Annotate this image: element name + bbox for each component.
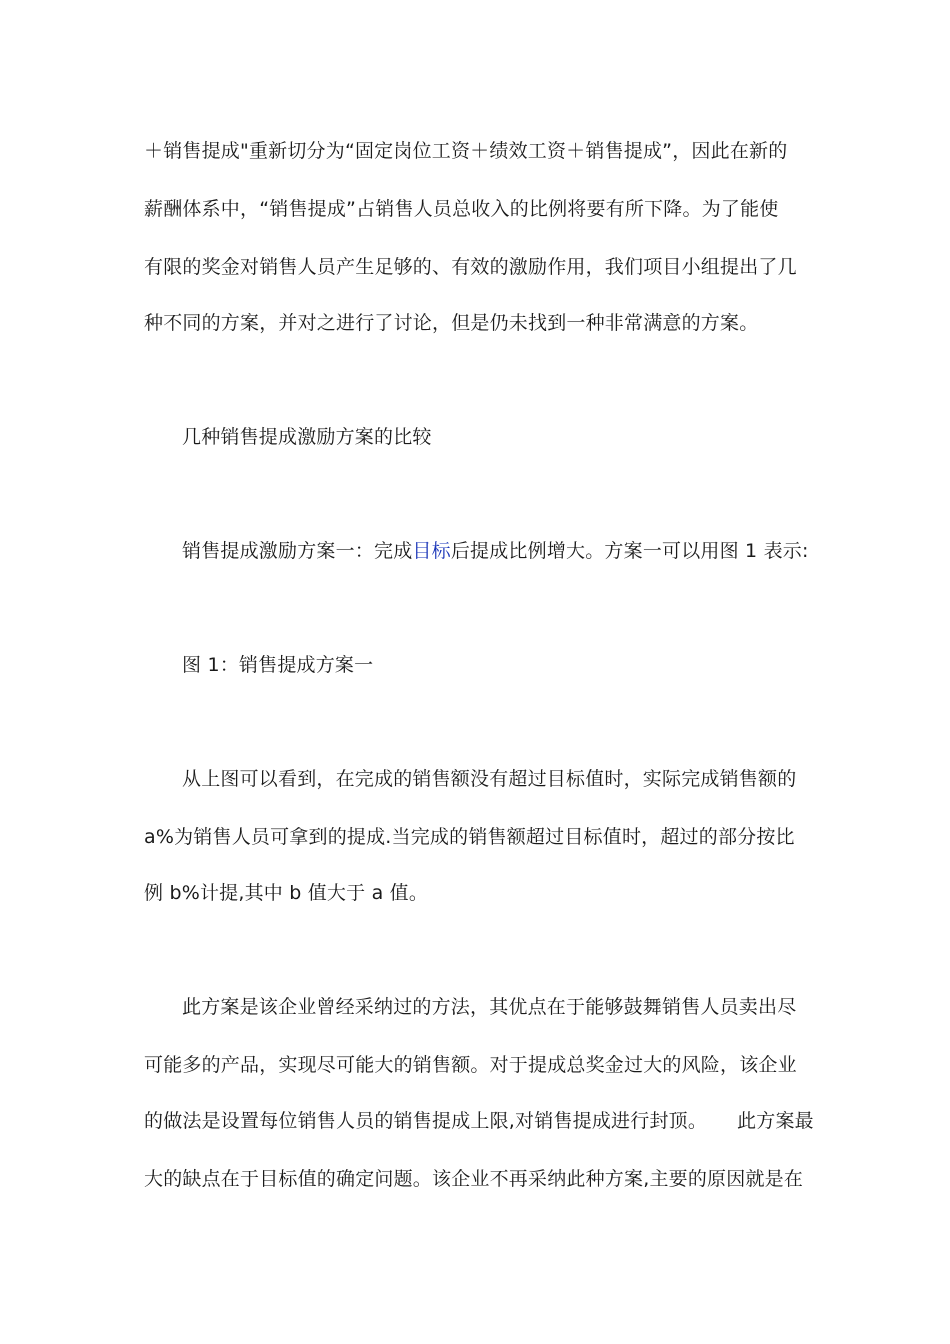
paragraph-3-line-3-text: 的做法是设置每位销售人员的销售提成上限,对销售提成进行封顶。 bbox=[144, 1110, 708, 1132]
section-heading: 几种销售提成激励方案的比较 bbox=[182, 426, 432, 448]
paragraph-2-line-1: 从上图可以看到，在完成的销售额没有超过目标值时，实际完成销售额的 bbox=[182, 768, 797, 790]
paragraph-2-line-3: 例 b%计提,其中 b 值大于 a 值。 bbox=[144, 882, 429, 904]
paragraph-1-line-4: 种不同的方案，并对之进行了讨论，但是仍未找到一种非常满意的方案。 bbox=[144, 312, 759, 334]
target-link[interactable]: 目标 bbox=[412, 540, 451, 562]
paragraph-3-line-3-tail: 此方案最 bbox=[737, 1110, 814, 1132]
paragraph-1-line-1: ＋销售提成"重新切分为“固定岗位工资＋绩效工资＋销售提成”，因此在新的 bbox=[144, 140, 788, 162]
paragraph-3-line-2: 可能多的产品，实现尽可能大的销售额。对于提成总奖金过大的风险，该企业 bbox=[144, 1054, 797, 1076]
scheme-1-line bbox=[182, 538, 810, 564]
scheme-1-suffix: 后提成比例增大。方案一可以用图 1 表示: bbox=[450, 540, 809, 562]
figure-caption: 图 1：销售提成方案一 bbox=[182, 654, 374, 676]
scheme-1-prefix: 销售提成激励方案一：完成 bbox=[182, 540, 413, 562]
paragraph-1-line-2: 薪酬体系中，“销售提成”占销售人员总收入的比例将要有所下降。为了能使 bbox=[144, 198, 779, 220]
paragraph-3-line-3 bbox=[144, 1108, 814, 1134]
paragraph-1-line-3: 有限的奖金对销售人员产生足够的、有效的激励作用，我们项目小组提出了几 bbox=[144, 256, 797, 278]
paragraph-3-line-4: 大的缺点在于目标值的确定问题。该企业不再采纳此种方案,主要的原因就是在 bbox=[144, 1168, 804, 1190]
paragraph-3-line-1: 此方案是该企业曾经采纳过的方法，其优点在于能够鼓舞销售人员卖出尽 bbox=[182, 996, 797, 1018]
paragraph-2-line-2: a%为销售人员可拿到的提成.当完成的销售额超过目标值时，超过的部分按比 bbox=[144, 826, 795, 848]
